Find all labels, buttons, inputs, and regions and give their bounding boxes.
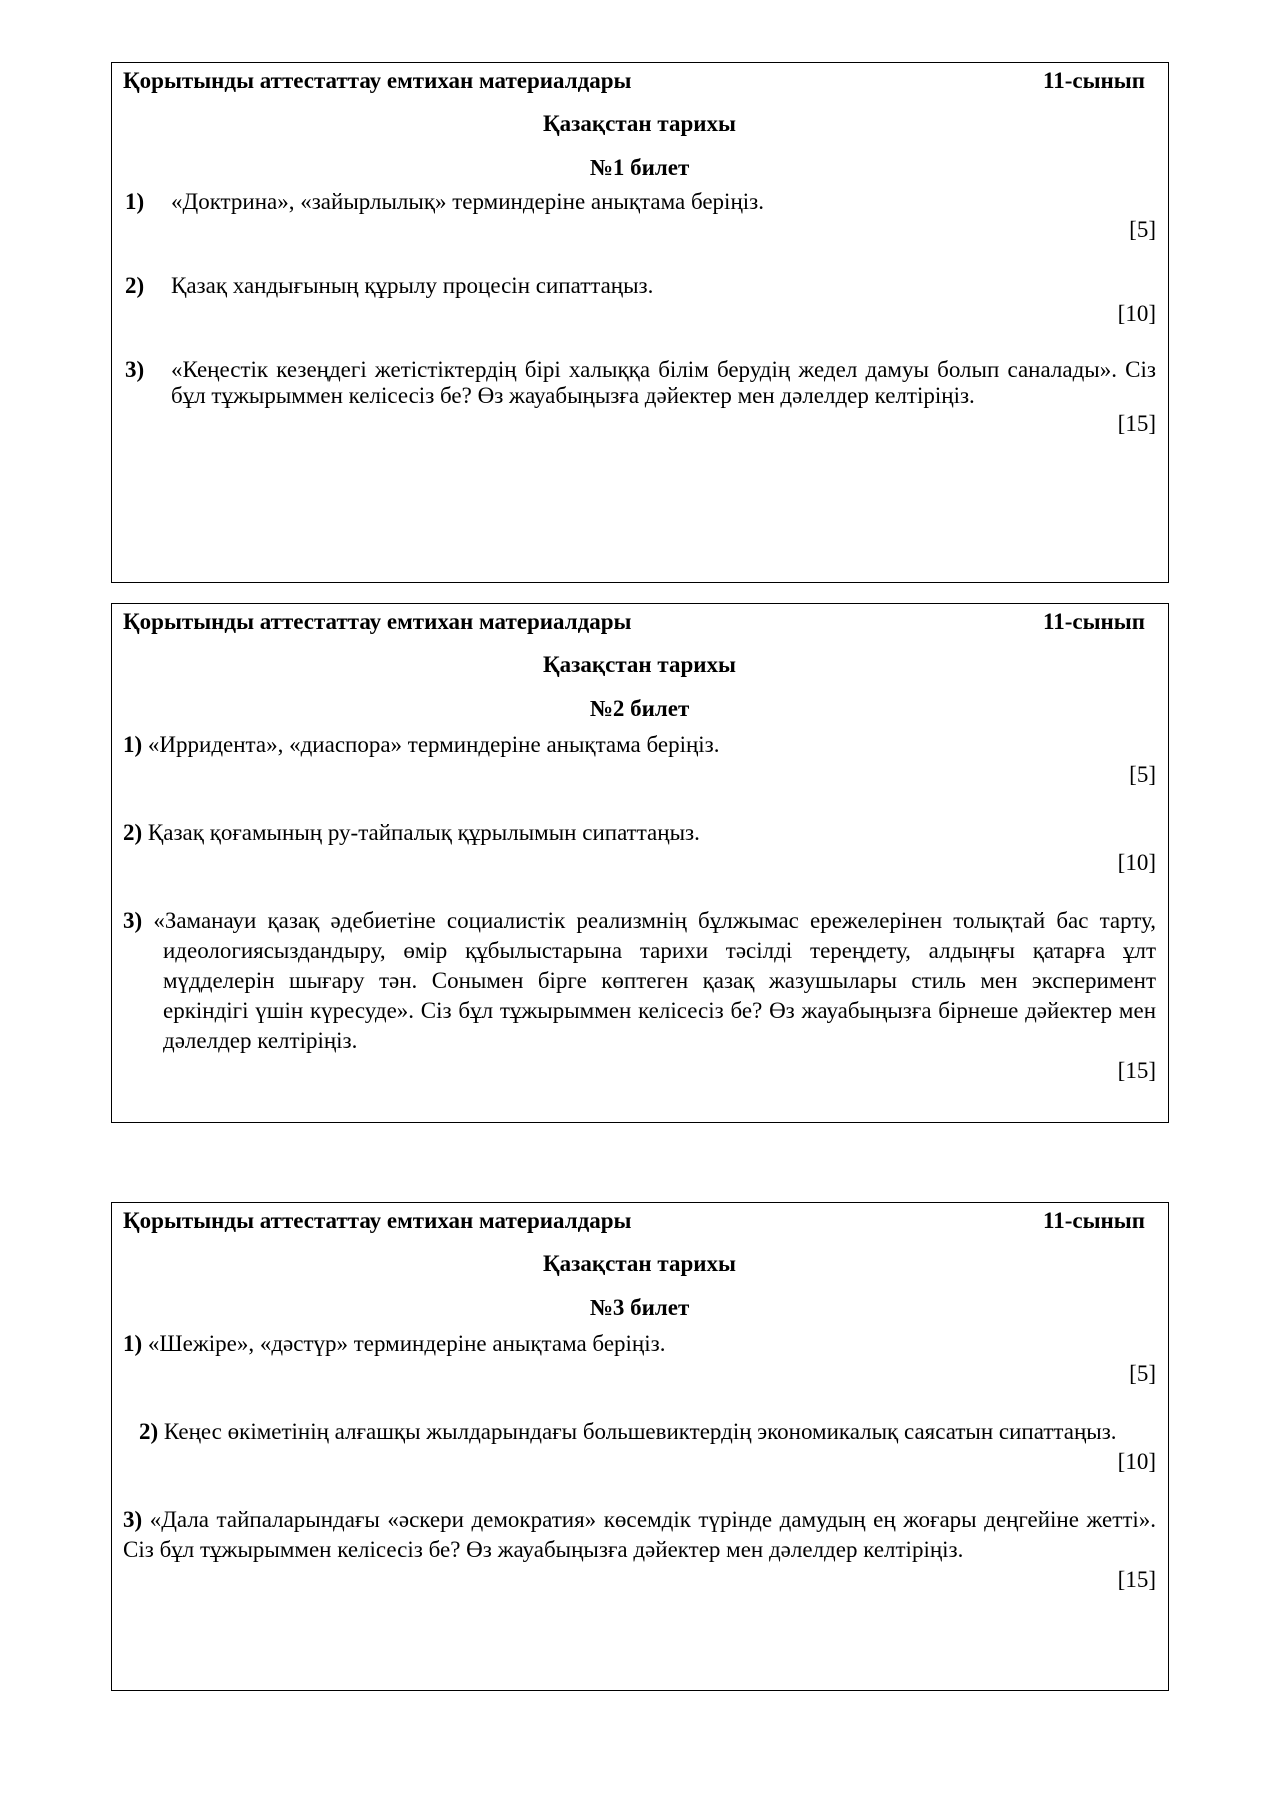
question-2: [123, 1417, 1156, 1447]
question-points: [15]: [1117, 1567, 1156, 1592]
question-points: [10]: [1117, 850, 1156, 875]
question-1: [123, 730, 1156, 760]
question-text: Кеңес өкіметінің алғашқы жылдарындағы большевиктердің экономикалық саясатын сипаттаңыз.: [163, 1419, 1117, 1444]
question-text: «Дала тайпаларындағы «әскери демократия» көсемдік түрінде дамудың ең жоғары деңгейіне жетті». Сіз бұл тұжырыммен келісесіз бе? Өз жауабыңызға дәйектер мен дәлелдер келтіріңіз.: [123, 1507, 1157, 1562]
question-number: 2): [123, 820, 143, 845]
question-number: 1): [125, 189, 145, 214]
question-points: [10]: [1117, 301, 1156, 326]
ticket-number: №2 билет: [589, 696, 690, 721]
grade-label: 11-сынып: [1042, 609, 1145, 634]
question-text: «Доктрина», «зайырлылық» терминдеріне анықтама беріңіз.: [171, 189, 764, 214]
question-2: [123, 818, 1156, 848]
grade-label: 11-сынып: [1042, 1208, 1145, 1233]
exam-title: Қорытынды аттестаттау емтихан материалдары: [123, 609, 632, 634]
question-text: Қазақ хандығының құрылу процесін сипаттаңыз.: [171, 273, 654, 298]
question-text: «Шежіре», «дәстүр» терминдеріне анықтама беріңіз.: [147, 1331, 666, 1356]
ticket-2: [111, 603, 1169, 1123]
question-2: [123, 273, 1156, 299]
subject-title: Қазақстан тарихы: [542, 111, 737, 136]
question-number: 1): [123, 1331, 143, 1356]
question-number: 3): [125, 357, 145, 382]
question-points: [5]: [1129, 1361, 1156, 1386]
ticket-header: [123, 66, 1156, 96]
question-3: [123, 1505, 1156, 1565]
question-text: Қазақ қоғамының ру-тайпалық құрылымын сипаттаңыз.: [147, 820, 700, 845]
question-points: [5]: [1129, 762, 1156, 787]
question-number: 2): [125, 273, 145, 298]
exam-title: Қорытынды аттестаттау емтихан материалдары: [123, 68, 632, 93]
question-text: «Кеңестік кезеңдегі жетістіктердің бірі халыққа білім берудің жедел дамуы болып саналады». Сіз бұл тұжырыммен келісесіз бе? Өз жауабыңызға дәйектер мен дәлелдер келтіріңіз.: [171, 357, 1156, 408]
question-3: [123, 906, 1156, 1056]
ticket-3: [111, 1202, 1169, 1691]
question-number: 1): [123, 732, 143, 757]
question-1: [123, 1329, 1156, 1359]
question-points: [5]: [1129, 217, 1156, 242]
question-3: [123, 357, 1156, 409]
question-number: 3): [123, 908, 143, 933]
question-text: «Заманауи қазақ әдебиетіне социалистік реализмнің бұлжымас ережелерінен толықтай бас тарту, идеологиясыздандыру, өмір құбылыстарына тарихи тәсілді тереңдету, алдыңғы қатарға ұлт мүдделерін шығару тән. Сонымен бірге көптеген қазақ жазушылары стиль мен эксперимент еркіндігі үшін күресуде». Сіз бұл тұжырыммен келісесіз бе? Өз жауабыңызға бірнеше дәйектер мен дәлелдер келтіріңіз.: [153, 908, 1157, 1053]
subject-title: Қазақстан тарихы: [542, 652, 737, 677]
question-points: [15]: [1117, 1058, 1156, 1083]
ticket-header: [123, 1206, 1156, 1236]
question-number: 2): [139, 1419, 159, 1444]
question-1: [123, 189, 1156, 215]
question-text: «Ирридента», «диаспора» терминдеріне анықтама беріңіз.: [147, 732, 720, 757]
ticket-number: №3 билет: [589, 1295, 690, 1320]
exam-title: Қорытынды аттестаттау емтихан материалдары: [123, 1208, 632, 1233]
ticket-1: [111, 62, 1169, 583]
ticket-header: [123, 607, 1156, 637]
grade-label: 11-сынып: [1042, 68, 1145, 93]
question-points: [15]: [1117, 411, 1156, 436]
subject-title: Қазақстан тарихы: [542, 1251, 737, 1276]
ticket-number: №1 билет: [589, 155, 690, 180]
question-points: [10]: [1117, 1449, 1156, 1474]
question-number: 3): [123, 1507, 143, 1532]
